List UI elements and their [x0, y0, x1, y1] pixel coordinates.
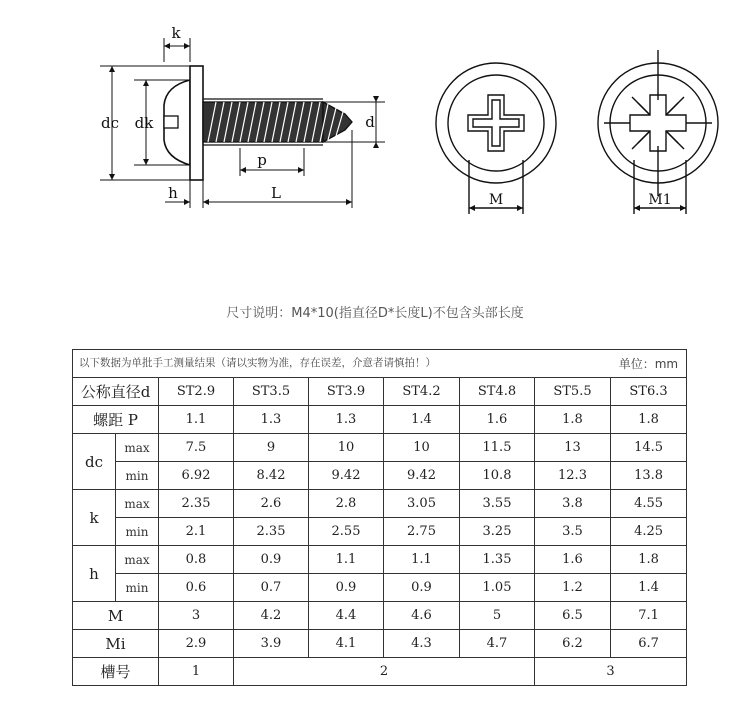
value-cell: 6.7	[611, 630, 687, 658]
value-cell: 2.1	[159, 518, 234, 546]
max-label: max	[116, 546, 159, 574]
max-label: max	[116, 434, 159, 462]
pitch-label: 螺距 P	[73, 406, 159, 434]
value-cell: 14.5	[611, 434, 687, 462]
value-cell: 0.9	[384, 574, 460, 602]
dim-d-label: d	[365, 113, 375, 131]
table-row	[73, 406, 687, 434]
size-cell: ST5.5	[535, 378, 611, 406]
table-row	[73, 546, 687, 574]
unit-label: 单位：mm	[618, 357, 679, 371]
table-row	[73, 518, 687, 546]
size-cell: ST3.9	[309, 378, 384, 406]
dim-k-label: k	[171, 24, 181, 42]
value-cell: 1.2	[535, 574, 611, 602]
dc-label: dc	[73, 434, 116, 490]
m1-label: Mi	[73, 630, 159, 658]
value-cell: 1.4	[384, 406, 460, 434]
spec-table	[72, 349, 687, 686]
value-cell: 2.8	[309, 490, 384, 518]
value-cell: 5	[460, 602, 535, 630]
value-cell: 6.92	[159, 462, 234, 490]
value-cell: 4.4	[309, 602, 384, 630]
slot-cell: 1	[159, 658, 234, 686]
value-cell: 1.05	[460, 574, 535, 602]
table-note-row	[73, 350, 687, 378]
value-cell: 9	[234, 434, 309, 462]
table-row	[73, 490, 687, 518]
dim-m-label: M	[488, 192, 504, 208]
min-label: min	[116, 518, 159, 546]
value-cell: 7.5	[159, 434, 234, 462]
table-row	[73, 630, 687, 658]
measurement-note: 以下数据为单批手工测量结果（请以实物为准，存在误差，介意者请慎拍！）	[79, 357, 436, 369]
value-cell: 10	[384, 434, 460, 462]
value-cell: 3.8	[535, 490, 611, 518]
value-cell: 10.8	[460, 462, 535, 490]
table-row	[73, 658, 687, 686]
size-caption: 尺寸说明：M4*10(指直径D*长度L)不包含头部长度	[226, 306, 524, 321]
slot-cell: 2	[234, 658, 535, 686]
value-cell: 11.5	[460, 434, 535, 462]
value-cell: 9.42	[309, 462, 384, 490]
value-cell: 1.4	[611, 574, 687, 602]
value-cell: 2.55	[309, 518, 384, 546]
value-cell: 4.2	[234, 602, 309, 630]
dim-m1-label: M1	[648, 192, 672, 208]
value-cell: 2.35	[234, 518, 309, 546]
table-row	[73, 602, 687, 630]
value-cell: 4.3	[384, 630, 460, 658]
value-cell: 1.1	[159, 406, 234, 434]
value-cell: 6.2	[535, 630, 611, 658]
max-label: max	[116, 490, 159, 518]
value-cell: 7.1	[611, 602, 687, 630]
table-row	[73, 378, 687, 406]
value-cell: 9.42	[384, 462, 460, 490]
value-cell: 13.8	[611, 462, 687, 490]
screw-technical-drawing	[0, 0, 750, 240]
value-cell: 0.8	[159, 546, 234, 574]
min-label: min	[116, 462, 159, 490]
dim-dc-label: dc	[100, 114, 120, 132]
value-cell: 1.1	[309, 546, 384, 574]
value-cell: 0.7	[234, 574, 309, 602]
slot-cell: 3	[535, 658, 687, 686]
value-cell: 3	[159, 602, 234, 630]
value-cell: 4.1	[309, 630, 384, 658]
dim-dk-label: dk	[134, 114, 154, 132]
value-cell: 4.25	[611, 518, 687, 546]
value-cell: 0.9	[234, 546, 309, 574]
value-cell: 8.42	[234, 462, 309, 490]
value-cell: 4.6	[384, 602, 460, 630]
value-cell: 3.25	[460, 518, 535, 546]
size-cell: ST3.5	[234, 378, 309, 406]
value-cell: 1.8	[535, 406, 611, 434]
size-cell: ST4.8	[460, 378, 535, 406]
value-cell: 1.6	[460, 406, 535, 434]
header-label: 公称直径d	[73, 378, 159, 406]
min-label: min	[116, 574, 159, 602]
dim-h-label: h	[168, 184, 178, 202]
value-cell: 2.9	[159, 630, 234, 658]
value-cell: 10	[309, 434, 384, 462]
table-row	[73, 574, 687, 602]
table-row	[73, 462, 687, 490]
value-cell: 1.8	[611, 546, 687, 574]
value-cell: 13	[535, 434, 611, 462]
value-cell: 4.7	[460, 630, 535, 658]
value-cell: 12.3	[535, 462, 611, 490]
value-cell: 6.5	[535, 602, 611, 630]
value-cell: 2.35	[159, 490, 234, 518]
value-cell: 1.3	[234, 406, 309, 434]
value-cell: 0.9	[309, 574, 384, 602]
table-row	[73, 434, 687, 462]
value-cell: 2.75	[384, 518, 460, 546]
size-cell: ST6.3	[611, 378, 687, 406]
h-label: h	[73, 546, 116, 602]
value-cell: 2.6	[234, 490, 309, 518]
k-label: k	[73, 490, 116, 546]
size-cell: ST4.2	[384, 378, 460, 406]
value-cell: 4.55	[611, 490, 687, 518]
pozi-recess-top-view	[598, 50, 718, 214]
value-cell: 1.8	[611, 406, 687, 434]
value-cell: 1.35	[460, 546, 535, 574]
value-cell: 0.6	[159, 574, 234, 602]
value-cell: 1.3	[309, 406, 384, 434]
value-cell: 3.5	[535, 518, 611, 546]
slot-label: 槽号	[73, 658, 159, 686]
value-cell: 1.1	[384, 546, 460, 574]
value-cell: 1.6	[535, 546, 611, 574]
m-label: M	[73, 602, 159, 630]
value-cell: 3.55	[460, 490, 535, 518]
dim-p-label: p	[257, 151, 267, 169]
value-cell: 3.9	[234, 630, 309, 658]
value-cell: 3.05	[384, 490, 460, 518]
size-cell: ST2.9	[159, 378, 234, 406]
dim-l-label: L	[271, 184, 281, 202]
